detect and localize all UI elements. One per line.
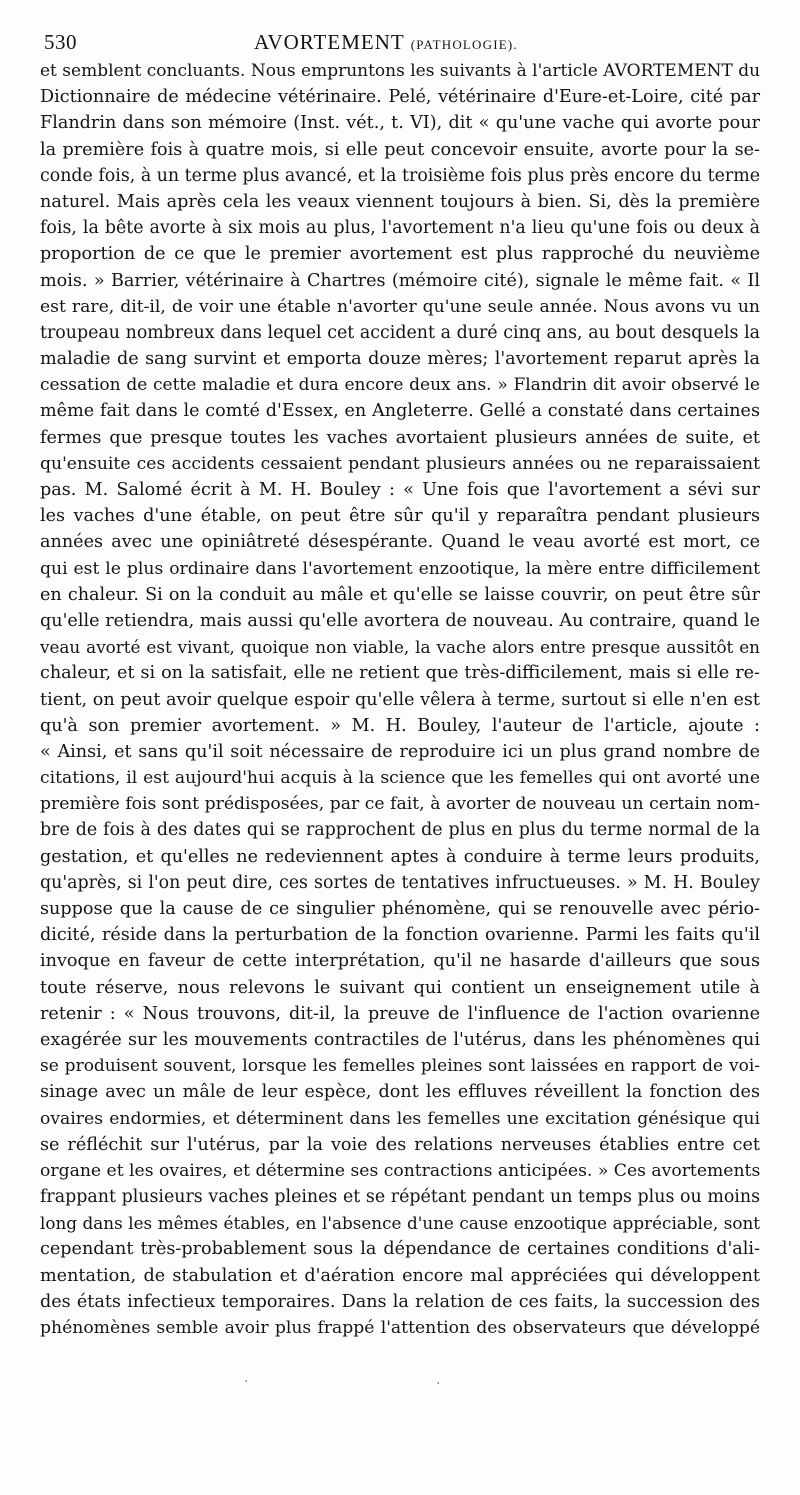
text-line: cessation de cette maladie et dura encore deux ans. » Flandrin dit avoir observé le [40,375,760,396]
text-line: même fait dans le comté d'Essex, en Angleterre. Gellé a constaté dans certaines [40,401,760,422]
text-line: suppose que la cause de ce singulier phénomène, qui se renouvelle avec pério- [40,899,760,919]
text-line: mentation, de stabulation et d'aération encore mal appréciées qui développent [40,1265,760,1286]
text-line: retenir : « Nous trouvons, dit-il, la preuve de l'influence de l'action ovarienne [40,1003,760,1024]
text-line: qu'ensuite ces accidents cessaient pendant plusieurs années ou ne reparaissaient [40,453,760,474]
page-number: 530 [44,30,77,54]
text-line: frappant plusieurs vaches pleines et se répétant pendant un temps plus ou moins [40,1187,760,1208]
print-speck: · [244,1374,249,1390]
text-line: qu'après, si l'on peut dire, ces sortes de tentatives infructueuses. » M. H. Bouley [40,872,760,893]
text-line: se réfléchit sur l'utérus, par la voie des relations nerveuses établies entre cet [40,1134,760,1155]
text-line: exagérée sur les mouvements contractiles de l'utérus, dans les phénomènes qui [40,1029,760,1050]
body-text [40,58,760,1341]
text-line: sinage avec un mâle de leur espèce, dont les effluves réveillent la fonction des [40,1082,760,1103]
text-line: pas. M. Salomé écrit à M. H. Bouley : « Une fois que l'avortement a sévi sur [40,480,760,500]
text-line: veau avorté est vivant, quoique non viable, la vache alors entre presque aussitôt en [40,637,760,658]
text-line: la première fois à quatre mois, si elle peut concevoir ensuite, avorte pour la se- [40,139,760,160]
running-head [254,30,518,55]
text-line: bre de fois à des dates qui se rapprochent de plus en plus du terme normal de la [40,820,760,841]
running-head-subtitle: (PATHOLOGIE). [410,37,518,52]
text-line: Dictionnaire de médecine vétérinaire. Pelé, vétérinaire d'Eure-et-Loire, cité par [40,87,760,108]
text-line: citations, il est aujourd'hui acquis à la science que les femelles qui ont avorté une [40,768,760,789]
text-line: qui est le plus ordinaire dans l'avortement enzootique, la mère entre difficilement [40,558,760,579]
text-line: des états infectieux temporaires. Dans la relation de ces faits, la succession des [40,1291,760,1312]
text-line: Flandrin dans son mémoire (Inst. vét., t. VI), dit « qu'une vache qui avorte pour [40,113,760,134]
text-line: gestation, et qu'elles ne redeviennent aptes à conduire à terme leurs produits, [40,846,760,867]
text-line: ovaires endormies, et déterminent dans les femelles une excitation génésique qui [40,1108,760,1129]
text-line: toute réserve, nous relevons le suivant qui contient un enseignement utile à [40,977,760,998]
text-line: en chaleur. Si on la conduit au mâle et qu'elle se laisse couvrir, on peut être sûr [40,584,760,605]
text-line: mois. » Barrier, vétérinaire à Chartres (mémoire cité), signale le même fait. « Il [40,270,760,291]
text-line: fois, la bête avorte à six mois au plus, l'avortement n'a lieu qu'une fois ou deux à [40,218,760,239]
text-line: maladie de sang survint et emporta douze mères; l'avortement reparut après la [40,349,760,370]
text-line: années avec une opiniâtreté désespérante. Quand le veau avorté est mort, ce [40,532,760,553]
text-line: cependant très-probablement sous la dépendance de certaines conditions d'ali- [40,1239,760,1260]
text-line: les vaches d'une étable, on peut être sûr qu'il y reparaîtra pendant plusieurs [40,506,760,527]
text-line: se produisent souvent, lorsque les femelles pleines sont laissées en rapport de voi- [40,1056,760,1077]
text-line: proportion de ce que le premier avortement est plus rapproché du neuvième [40,244,760,265]
text-line: « Ainsi, et sans qu'il soit nécessaire de reproduire ici un plus grand nombre de [40,741,760,762]
page-header [40,24,760,54]
text-line: troupeau nombreux dans lequel cet accident a duré cinq ans, au bout desquels la [40,322,760,343]
running-head-title: AVORTEMENT [254,30,405,54]
text-line: première fois sont prédisposées, par ce fait, à avorter de nouveau un certain nom- [40,794,760,815]
text-line: et semblent concluants. Nous empruntons les suivants à l'article AVORTEMENT du [40,61,761,81]
text-line: invoque en faveur de cette interprétation, qu'il ne hasarde d'ailleurs que sous [40,951,760,972]
text-line: fermes que presque toutes les vaches avortaient plusieurs années de suite, et [40,427,760,448]
text-line: long dans les mêmes étables, en l'absence d'une cause enzootique appréciable, sont [40,1213,760,1234]
text-line: tient, on peut avoir quelque espoir qu'elle vêlera à terme, surtout si elle n'en est [40,689,760,710]
text-line: qu'elle retiendra, mais aussi qu'elle avortera de nouveau. Au contraire, quand le [40,610,760,631]
text-line: phénomènes semble avoir plus frappé l'attention des observateurs que développé [40,1318,760,1338]
text-line: organe et les ovaires, et détermine ses contractions anticipées. » Ces avortements [40,1160,761,1181]
print-speck: · [436,1376,441,1392]
text-line: naturel. Mais après cela les veaux viennent toujours à bien. Si, dès la première [40,191,760,212]
text-line: dicité, réside dans la perturbation de la fonction ovarienne. Parmi les faits qu'il [40,925,760,946]
text-line: qu'à son premier avortement. » M. H. Bouley, l'auteur de l'article, ajoute : [40,715,760,736]
text-line: chaleur, et si on la satisfait, elle ne retient que très-difficilement, mais si elle re- [40,663,760,684]
text-line: est rare, dit-il, de voir une étable n'avorter qu'une seule année. Nous avons vu un [40,296,760,317]
text-line: conde fois, à un terme plus avancé, et la troisième fois plus près encore du terme [40,165,760,186]
